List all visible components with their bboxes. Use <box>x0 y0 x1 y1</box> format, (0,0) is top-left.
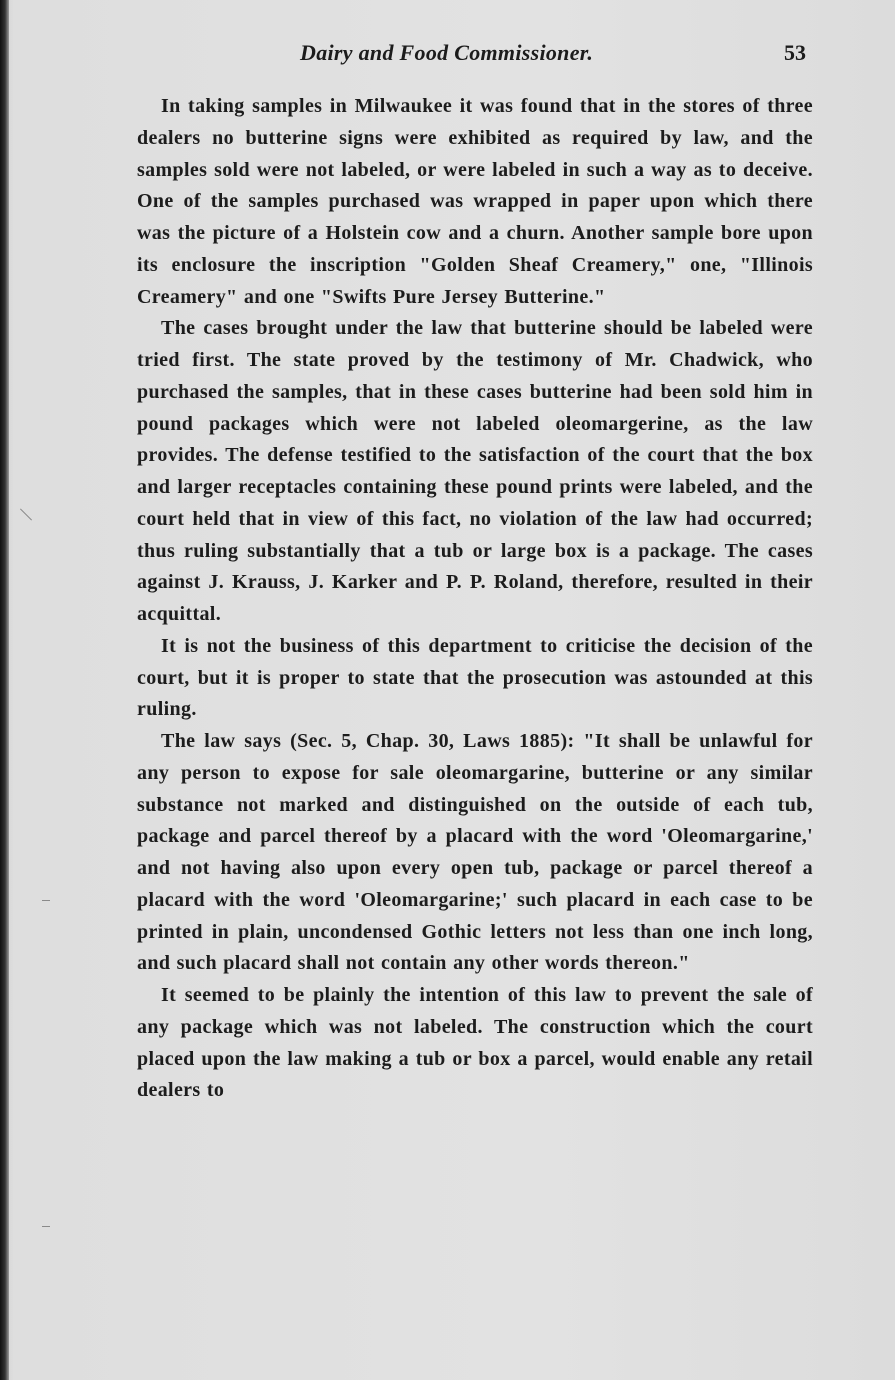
paragraph-law-quote: The law says (Sec. 5, Chap. 30, Laws 1885): "It shall be unlawful for any person to expose for sale oleomargarine, butterine or any similar substance not marked and distinguished on the outside of each tub, package and parcel thereof by a placard with the word 'Oleomargarine,' and not having also upon every open tub, package or parcel thereof a placard with the word 'Oleomargarine;' such placard in each case to be printed in plain, uncondensed Gothic letters not less than one inch long, and such placard shall not contain any other words thereon." <box>137 730 813 975</box>
page-header <box>0 40 895 76</box>
body-text <box>137 91 813 1107</box>
paragraph-intention: It seemed to be plainly the intention of this law to prevent the sale of any package which was not labeled. The construction which the court placed upon the law making a tub or box a parcel, would enable any retail dealers to <box>137 984 813 1102</box>
paragraph-samples: In taking samples in Milwaukee it was found that in the stores of three dealers no butterine signs were exhibited as required by law, and the samples sold were not labeled, or were labeled in such a way as to deceive. One of the samples purchased was wrapped in paper upon which there was the picture of a Holstein cow and a churn. Another sample bore upon its enclosure the inscription "Golden Sheaf Creamery," one, "Illinois Creamery" and one "Swifts Pure Jersey Butterine." <box>137 95 813 308</box>
paragraph-criticism: It is not the business of this department to criticise the decision of the court, but it is proper to state that the prosecution was astounded at this ruling. <box>137 634 813 721</box>
book-spine-edge <box>0 0 9 1380</box>
page-number: 53 <box>784 40 806 65</box>
paragraph-cases: The cases brought under the law that butterine should be labeled were tried first. The state proved by the testimony of Mr. Chadwick, who purchased the samples, that in these cases butterine had been sold him in pound packages which were not labeled oleomargerine, as the law provides. The defense testified to the satisfaction of the court that the box and larger receptacles containing these pound prints were labeled, and the court held that in view of this fact, no violation of the law had occurred; thus ruling substantially that a tub or large box is a package. The cases against J. Krauss, J. Karker and P. P. Roland, therefore, resulted in their acquittal. <box>137 317 813 625</box>
margin-scratch-mark <box>20 508 32 520</box>
margin-dash-mark <box>42 900 50 901</box>
margin-dash-mark <box>42 1226 50 1227</box>
running-title: Dairy and Food Commissioner. <box>300 40 594 65</box>
